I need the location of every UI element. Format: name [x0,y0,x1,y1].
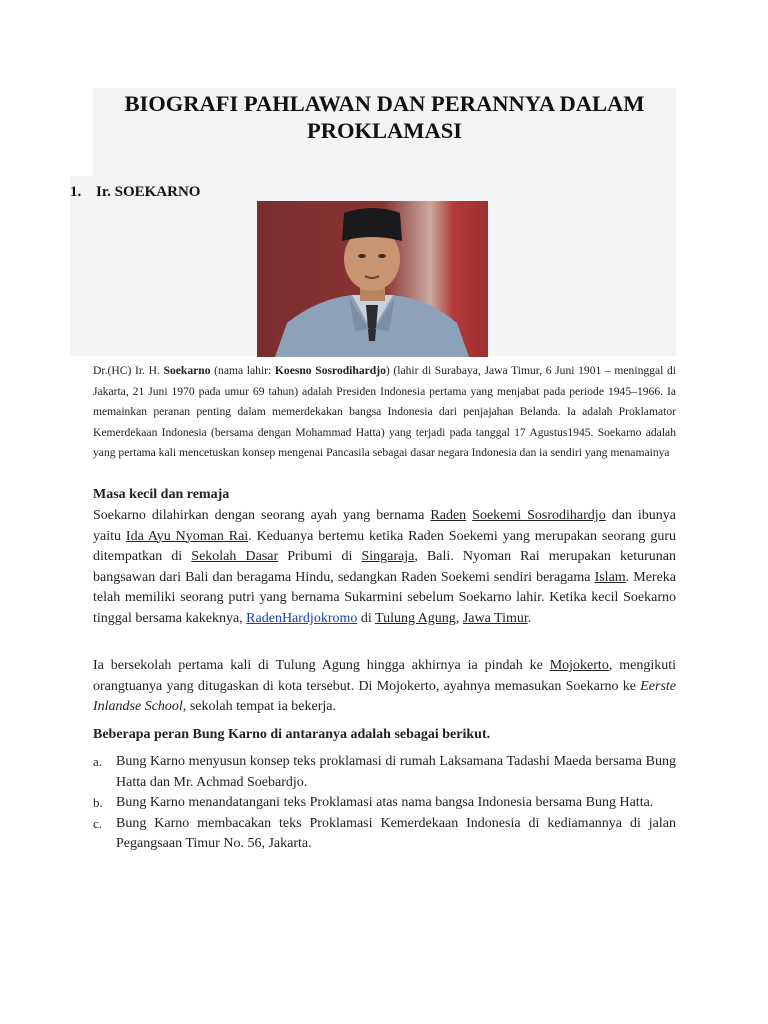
list-marker: c. [93,815,103,831]
list-item-text: Bung Karno membacakan teks Proklamasi Kemerdekaan Indonesia di kediamannya di jalan Pegangsaan Timur No. 56, Jakarta. [116,815,676,852]
intro-text: ) (lahir di Surabaya, Jawa Timur, 6 Juni 1901 – meninggal di Jakarta, 21 Juni 1970 pada umur 69 tahun) adalah Presiden Indonesia pertama yang menjabat pada periode 1945–1966. Ia memainkan peranan penting dalam memerdekakan bangsa Indonesia dari penjajahan Belanda. Ia adalah Proklamator Kemerdekaan Indonesia (bersama dengan Mohammad Hatta) yang terjadi pada tanggal 17 Agustus1945. Soekarno adalah yang pertama kali mencetuskan konsep mengenai Pancasila sebagai dasar negara Indonesia dan ia sendiri yang menamainya [93,364,676,460]
paragraph-text: di [357,610,376,626]
intro-text: Dr.(HC) Ir. H. [93,364,164,377]
paragraph-text: . [527,610,532,626]
childhood-paragraph [93,506,676,630]
list-marker: a. [93,754,103,769]
roles-list [93,752,676,855]
paragraph-text: dan ibunya yaitu [93,508,677,544]
list-item [93,814,676,855]
link-ida-ayu[interactable]: Ida Ayu Nyoman Rai [125,528,249,544]
paragraph-text: Ia bersekolah pertama kali di Tulung Agung hingga akhirnya ia pindah ke [93,658,550,673]
link-islam[interactable]: Islam [594,569,626,585]
link-jawa-timur[interactable]: Jawa Timur [462,610,528,626]
header-background-left [70,176,93,356]
page-title: BIOGRAFI PAHLAWAN DAN PERANNYA DALAM PROKLAMASI [124,91,645,143]
link-soekemi[interactable]: Soekemi Sosrodihardjo [472,508,606,523]
intro-name: Soekarno [163,364,211,377]
paragraph-text: . Keduanya bertemu ketika Raden Soekemi yang merupakan seorang guru ditempatkan di [93,528,676,565]
paragraph-text: , [455,610,463,626]
link-tulung-agung[interactable]: Tulung Agung [375,610,456,626]
link-sekolah-dasar[interactable]: Sekolah Dasar [191,549,279,565]
list-item-text: Bung Karno menyusun konsep teks proklamasi di rumah Laksamana Tadashi Maeda bersama Bung Hatta dan Mr. Achmad Soebardjo. [116,754,676,790]
section-heading [70,184,200,201]
section-name: Ir. SOEKARNO [96,184,201,200]
section-number: 1. [70,184,82,200]
school-name: Eerste Inlandse School [93,678,676,715]
link-singaraja[interactable]: Singaraja [361,549,415,565]
intro-birth-name: Koesno Sosrodihardjo [274,364,386,377]
childhood-heading: Masa kecil dan remaja [93,487,230,502]
paragraph-text: Pribumi di [278,549,362,565]
link-raden[interactable]: Raden [430,508,467,523]
paragraph-text: . Mereka telah memiliki seorang putri yang bernama Sukarmini sebelum Soekarno lahir. Ketika kecil Soekarno tinggal bersama kakeknya, [93,569,676,626]
school-paragraph [93,656,676,718]
roles-heading: Beberapa peran Bung Karno di antaranya adalah sebagai berikut. [93,727,491,742]
intro-paragraph [93,361,676,464]
link-mojokerto[interactable]: Mojokerto [549,658,609,673]
list-marker: b. [93,795,103,811]
list-item-text: Bung Karno menandatangani teks Proklamasi atas nama bangsa Indonesia bersama Bung Hatta. [116,795,654,811]
intro-text: (nama lahir: [210,364,275,377]
paragraph-text: , mengikuti orangtuanya yang ditugaskan di kota tersebut. Di Mojokerto, ayahnya memasukan Soekarno ke [93,658,676,694]
paragraph-text: , sekolah tempat ia bekerja. [182,699,336,715]
link-hardjokromo[interactable]: RadenHardjokromo [246,610,358,626]
paragraph-text: , Bali. Nyoman Rai merupakan keturunan bangsawan dari Bali dan beragama Hindu, sedangkan Raden Soekemi sendiri beragama [93,549,676,585]
list-item [93,752,676,793]
soekarno-portrait-photo [257,201,488,357]
list-item [93,793,676,814]
paragraph-text: Soekarno dilahirkan dengan seorang ayah yang bernama [93,508,431,523]
